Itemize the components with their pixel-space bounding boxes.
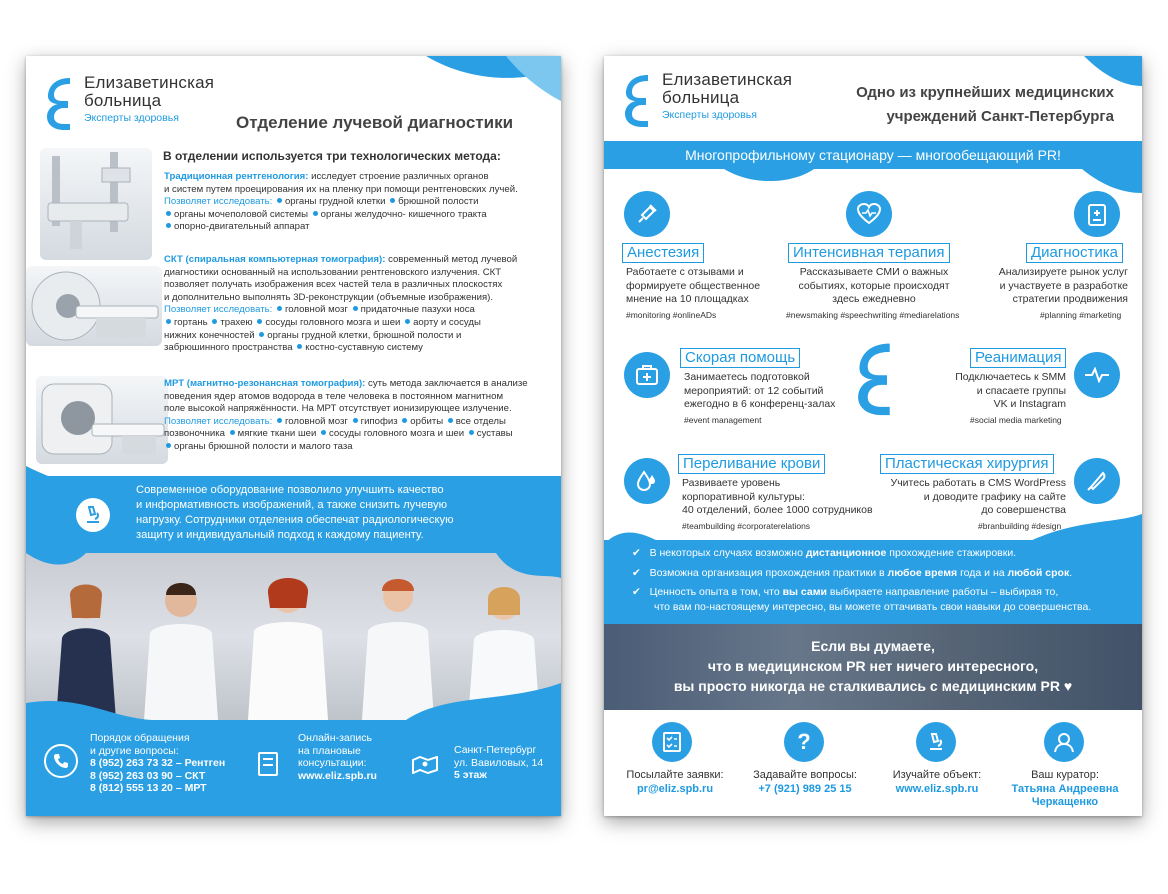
- first-aid-kit-icon: [624, 352, 670, 398]
- service-diagnostics: Диагностика: [1026, 243, 1123, 263]
- service-blood-transfusion: Переливание крови: [678, 454, 825, 474]
- quote-line: вы просто никогда не сталкивались с медицинским PR ♥: [673, 678, 1073, 694]
- internship-info-band: [604, 540, 1142, 624]
- right-header: Одно из крупнейших медицинских учреждений Санкт-Петербурга: [856, 84, 1114, 125]
- logo-slogan: Эксперты здоровья: [662, 109, 757, 121]
- phones-title: и другие вопросы:: [90, 744, 179, 757]
- microscope-icon: [76, 498, 110, 532]
- check-item: ✔ В некоторых случаях возможно дистанционное прохождение стажировки.: [632, 547, 1017, 559]
- curator-name: Татьяна Андреевна: [1011, 782, 1119, 795]
- service-plastic-surgery: Пластическая хирургия: [880, 454, 1054, 474]
- service-tags: #monitoring #onlineADs: [626, 310, 717, 320]
- phone-link[interactable]: +7 (921) 989 25 15: [758, 782, 852, 795]
- phone-icon: [44, 744, 78, 778]
- service-tags: #social media marketing: [970, 415, 1062, 425]
- service-desc: Подключаетесь к SMM и спасаете группы VK и Instagram: [955, 371, 1066, 410]
- methods-intro: В отделении используется три технологических метода:: [163, 149, 501, 163]
- service-tags: #branbuilding #design: [978, 521, 1062, 531]
- curator-name: Черкащенко: [1031, 796, 1099, 808]
- check-item-continued: что вам по-настоящему интересно, вы можете оттачивать свои навыки до совершенства.: [654, 601, 1092, 613]
- pulse-line-icon: [1074, 352, 1120, 398]
- equipment-band: [26, 476, 561, 554]
- contact-curator: Ваш куратор: Татьяна Андреевна Черкащенко: [1000, 769, 1130, 810]
- service-desc: Занимаетесь подготовкой мероприятий: от 12 событий ежегодно в 6 конференц-залах: [684, 371, 836, 410]
- service-intensive-care: Интенсивная терапия: [788, 243, 950, 263]
- service-tags: #newsmaking #speechwriting #mediarelations: [786, 310, 960, 320]
- big-logo-e-icon: [854, 338, 898, 418]
- service-desc: Рассказываете СМИ о важных событиях, которые происходят здесь ежедневно: [798, 266, 950, 305]
- service-anesthesia: Анестезия: [622, 243, 704, 263]
- phone-mri[interactable]: 8 (812) 555 13 20 – МРТ: [90, 782, 207, 794]
- check-item: ✔ Возможна организация прохождения практики в любое время года и на любой срок.: [632, 567, 1073, 579]
- website-link[interactable]: www.eliz.spb.ru: [895, 782, 979, 795]
- mri-scanner-image: [36, 376, 168, 464]
- method-ct: СКТ (спиральная компьютерная томография): современный метод лучевой диагностики основанный на использовании рентгеновского излучения. СКТ позволяет получать изображения всех частей тела в различных плоскостях и дополнительно выполнять 3D-реконструкции (объемные изображения). Позволяет исследовать: головной мозг придаточные пазухи носа гортань трахею сосуды головного мозга и шеи аорту и сосуды нижних конечностей органы грудной клетки, брюшной полости и забрюшинного пространства костно-суставную систему: [164, 254, 518, 354]
- service-desc: Развиваете уровень корпоративной культуры: 40 отделений, более 1000 сотрудников: [682, 477, 873, 516]
- contact-applications: Посылайте заявки: pr@eliz.spb.ru: [610, 769, 740, 796]
- logo-name-line2: больница: [84, 91, 162, 110]
- syringe-icon: [624, 191, 670, 237]
- service-emergency: Скорая помощь: [680, 348, 800, 368]
- curator-avatar-icon: [1044, 722, 1084, 762]
- phone-xray[interactable]: 8 (952) 263 73 32 – Рентген: [90, 757, 226, 769]
- page-title: Отделение лучевой диагностики: [236, 113, 514, 132]
- phone-ct[interactable]: 8 (952) 263 03 90 – СКТ: [90, 769, 206, 782]
- band-line: и информативность изображений, а также снизить лучевую: [136, 499, 447, 511]
- band-line: нагрузку. Сотрудники отделения обеспечат радиологическую: [136, 514, 454, 526]
- hospital-logo-right: [622, 71, 792, 129]
- method-mri: МРТ (магнитно-резонансная томография): суть метода заключается в анализе поведения ядер атомов водорода в теле человека в постоянном магнитном поле высокой напряжённости. На МРТ отсутствует ионизирующее излучение. Позволяет исследовать: головной мозг гипофиз орбиты все отделы позвоночника мягкие ткани шеи сосуды головного мозга и шеи суставы органы брюшной полости и малого таза: [164, 378, 528, 452]
- quote-line: что в медицинском PR нет ничего интересного,: [707, 658, 1039, 674]
- blood-drops-icon: [624, 458, 670, 504]
- logo-e-icon: [44, 74, 76, 132]
- hospital-logo: [44, 74, 214, 132]
- address-city: Санкт-Петербург: [454, 744, 537, 756]
- service-tags: #teambuilding #corporaterelations: [682, 521, 811, 531]
- right-flyer: [604, 56, 1142, 816]
- logo-name-line2: больница: [662, 88, 740, 107]
- email-link[interactable]: pr@eliz.spb.ru: [636, 782, 714, 795]
- checklist-icon: [258, 752, 278, 776]
- phones-title: Порядок обращения: [90, 732, 190, 744]
- xray-machine-image: [40, 148, 152, 260]
- service-reanimation: Реанимация: [970, 348, 1066, 368]
- service-desc: Работаете с отзывами и формируете общественное мнение на 10 площадках: [626, 266, 761, 305]
- staff-photo: [26, 553, 561, 720]
- ct-scanner-image: [26, 266, 162, 346]
- logo-e-icon: [622, 71, 654, 129]
- address-street: ул. Вавиловых, 14: [454, 756, 544, 769]
- website-link[interactable]: www.eliz.spb.ru: [298, 769, 377, 782]
- band-line: Современное оборудование позволило улучшить качество: [136, 484, 444, 496]
- clipboard-icon: [1074, 191, 1120, 237]
- quote-line: Если вы думаете,: [811, 638, 935, 654]
- online-booking-text: консультации:: [298, 757, 367, 769]
- service-tags: #planning #marketing: [1040, 310, 1122, 320]
- contact-questions: Задавайте вопросы: +7 (921) 989 25 15: [740, 769, 870, 796]
- online-booking-text: на плановые: [298, 744, 361, 757]
- left-footer: [26, 720, 561, 816]
- method-title: Традиционная рентгенология:: [164, 171, 309, 182]
- left-flyer: [26, 56, 561, 816]
- heart-pulse-icon: [846, 191, 892, 237]
- application-form-icon: [652, 722, 692, 762]
- logo-slogan: Эксперты здоровья: [84, 112, 179, 124]
- service-tags: #event management: [684, 415, 762, 425]
- method-xray: Традиционная рентгенология: исследует строение различных органов и систем путем проецирования их на пленку при помощи рентгеновских лучей. Позволяет исследовать: органы грудной клетки брюшной полости органы мочеполовой системы органы желудочно- кишечного тракта опорно-двигательный аппарат: [164, 171, 518, 233]
- quote-banner: [604, 624, 1142, 710]
- map-icon: [412, 756, 438, 779]
- service-desc: Учитесь работать в CMS WordPress и доводите графику на сайте до совершенства: [890, 477, 1066, 516]
- question-icon: ?: [784, 722, 824, 762]
- logo-name-line1: Елизаветинская: [662, 70, 793, 89]
- staff-person: [56, 585, 116, 721]
- check-item: ✔ Ценность опыта в том, что вы сами выбираете направление работы – выбирая то,: [632, 586, 1059, 598]
- band-line: защиту и индивидуальный подход к каждому пациенту.: [136, 529, 424, 541]
- online-booking-text: Онлайн-запись: [298, 732, 373, 744]
- pr-banner: Многопрофильному стационару — многообещающий PR!: [604, 141, 1142, 169]
- logo-name-line1: Елизаветинская: [84, 73, 215, 92]
- scalpel-icon: [1074, 458, 1120, 504]
- address-floor: 5 этаж: [454, 769, 487, 781]
- service-desc: Анализируете рынок услуг и участвуете в разработке стратегии продвижения: [998, 266, 1128, 305]
- contact-website: Изучайте объект: www.eliz.spb.ru: [872, 769, 1002, 796]
- microscope-icon: [916, 722, 956, 762]
